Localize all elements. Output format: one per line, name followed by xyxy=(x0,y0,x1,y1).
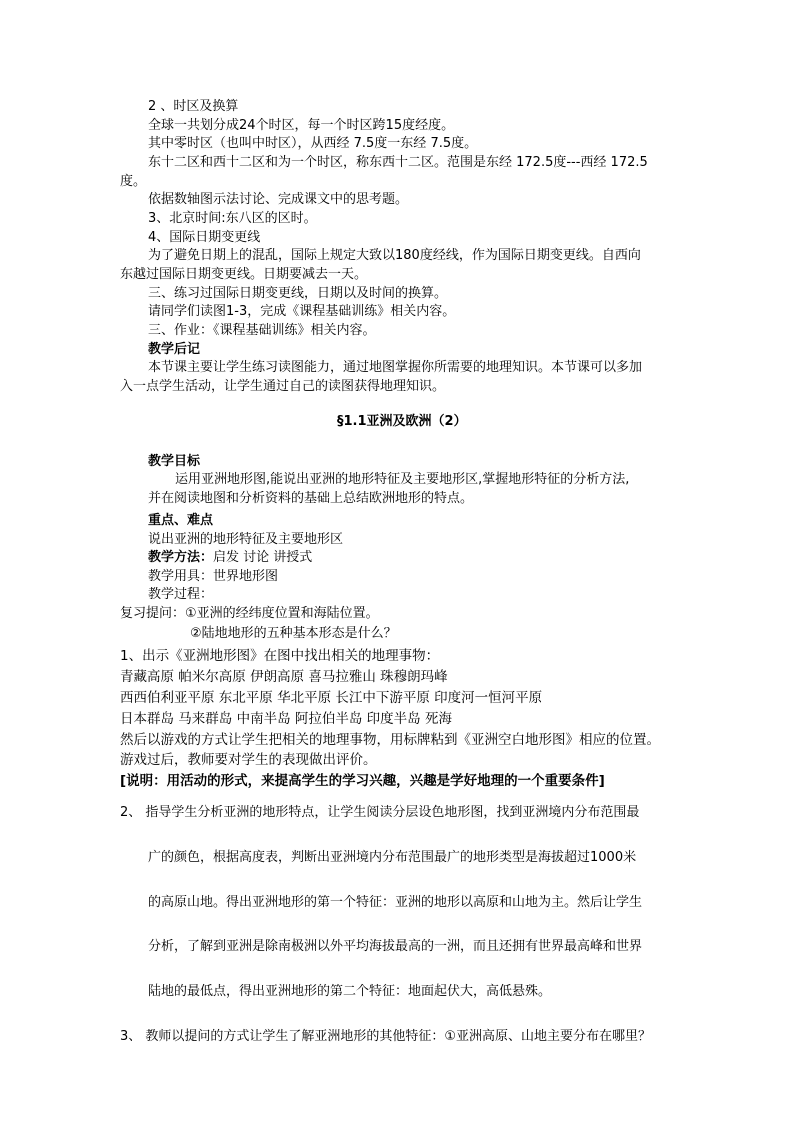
method-label: 教学方法： xyxy=(148,550,214,565)
text-line: 日本群岛 马来群岛 中南半岛 阿拉伯半岛 印度半岛 死海 xyxy=(120,711,452,727)
text-line: 东十二区和西十二区和为一个时区，称东西十二区。范围是东经 172.5度---西经 172.5 xyxy=(148,155,648,170)
key-points-heading: 重点、难点 xyxy=(148,513,214,528)
text-line: 复习提问：①亚洲的经纬度位置和海陆位置。 xyxy=(120,606,379,621)
text-line: 1、出示《亚洲地形图》在图中找出相关的地理事物： xyxy=(120,648,440,664)
text-line: 广的颜色，根据高度表，判断出亚洲境内分布范围最广的地形类型是海拔超过1000米 xyxy=(148,850,637,865)
text-line: 游戏过后，教师要对学生的表现做出评价。 xyxy=(120,752,377,768)
text-line: 本节课主要让学生练习读图能力，通过地图掌握你所需要的地理知识。本节课可以多加 xyxy=(148,360,643,375)
text-line: 入一点学生活动，让学生通过自己的读图获得地理知识。 xyxy=(120,379,446,394)
text-line: 分析，了解到亚洲是除南极洲以外平均海拔最高的一洲，而且还拥有世界最高峰和世界 xyxy=(148,939,643,954)
section-title: §1.1亚洲及欧洲（2） xyxy=(337,414,467,429)
text-line: 4、国际日期变更线 xyxy=(148,230,261,245)
text-line: 三、练习过国际日期变更线，日期以及时间的换算。 xyxy=(148,286,448,301)
text-line: 其中零时区（也叫中时区），从西经 7.5度一东经 7.5度。 xyxy=(148,136,478,151)
text-line: 陆地的最低点，得出亚洲地形的第二个特征：地面起伏大，高低悬殊。 xyxy=(148,984,552,999)
text-line: 东越过国际日期变更线。日期要减去一天。 xyxy=(120,267,368,282)
text-line: 的高原山地。得出亚洲地形的第一个特征：亚洲的地形以高原和山地为主。然后让学生 xyxy=(148,895,643,910)
text-line: 西西伯利亚平原 东北平原 华北平原 长江中下游平原 印度河一恒河平原 xyxy=(120,690,543,706)
text-line: 2、 指导学生分析亚洲的地形特点，让学生阅读分层设色地形图，找到亚洲境内分布范围最 xyxy=(120,805,640,820)
text-line: 2 、时区及换算 xyxy=(148,99,239,114)
text-line: 3、北京时间:东八区的区时。 xyxy=(148,211,317,226)
text-line: 说出亚洲的地形特征及主要地形区 xyxy=(148,532,344,547)
text-line: ②陆地地形的五种基本形态是什么？ xyxy=(190,626,397,641)
text-line: 为了避免日期上的混乱，国际上规定大致以180度经线，作为国际日期变更线。自西向 xyxy=(148,248,641,263)
text-line: 运用亚洲地形图,能说出亚洲的地形特征及主要地形区,掌握地形特征的分析方法, xyxy=(175,472,630,487)
text-line: 青藏高原 帕米尔高原 伊朗高原 喜马拉雅山 珠穆朗玛峰 xyxy=(120,669,448,685)
note-text: [说明：用活动的形式，来提高学生的学习兴趣，兴趣是学好地理的一个重要条件] xyxy=(120,773,605,789)
method-line xyxy=(148,549,312,567)
text-line: 三、作业：《课程基础训练》相关内容。 xyxy=(148,323,376,338)
method-text: 启发 讨论 讲授式 xyxy=(213,550,313,565)
text-line: 并在阅读地图和分析资料的基础上总结欧洲地形的特点。 xyxy=(148,491,474,506)
afterword-heading: 教学后记 xyxy=(148,342,201,357)
text-line: 依据数轴图示法讨论、完成课文中的思考题。 xyxy=(148,192,409,207)
text-line: 然后以游戏的方式让学生把相关的地理事物，用标牌粘到《亚洲空白地形图》相应的位置。 xyxy=(120,732,660,748)
goals-heading: 教学目标 xyxy=(148,454,201,469)
text-line: 教学用具：世界地形图 xyxy=(148,569,279,584)
text-line: 度。 xyxy=(120,174,147,189)
text-line: 全球一共划分成24个时区，每一个时区跨15度经度。 xyxy=(148,118,455,133)
text-line: 教学过程： xyxy=(148,587,214,602)
text-line: 3、 教师以提问的方式让学生了解亚洲地形的其他特征：①亚洲高原、山地主要分布在哪里？ xyxy=(120,1029,652,1044)
text-line: 请同学们读图1-3，完成《课程基础训练》相关内容。 xyxy=(148,304,456,319)
